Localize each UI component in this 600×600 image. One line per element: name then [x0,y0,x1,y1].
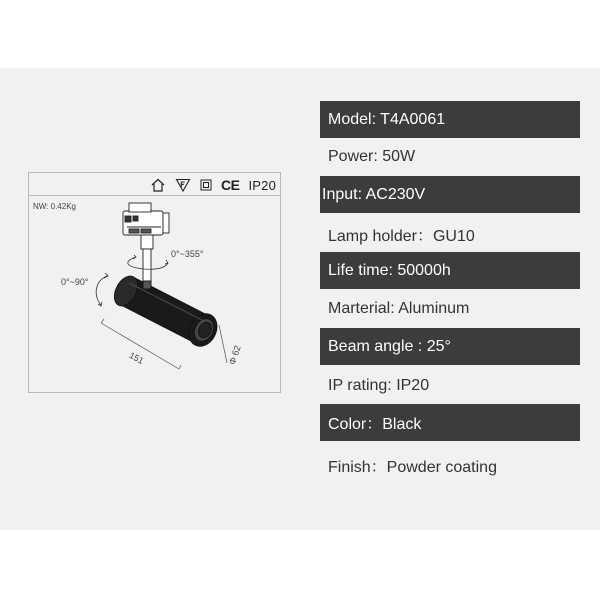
lamp-body [110,272,223,351]
spec-material: Marterial: Aluminum [328,300,470,317]
diameter-label: Φ 62 [227,344,243,366]
spec-power: Power: 50W [328,148,416,165]
tilt-arrow [96,273,108,306]
ip-rating-mark: IP20 [248,177,276,193]
ce-mark: CE [221,177,240,193]
length-label: 151 [127,350,146,366]
rotation-label: 0°~355° [171,249,204,259]
stem [141,235,153,283]
spec-life-time: Life time: 50000h [320,252,580,289]
spec-model: Model: T4A0061 [320,101,580,138]
spec-lamp-holder: Lamp holder：GU10 [328,227,475,245]
spec-ip-rating: IP rating: IP20 [328,377,430,394]
net-weight-label: NW: 0.42Kg [33,202,76,211]
tilt-label: 0°~90° [61,277,89,287]
spec-input: Input: AC230V [320,176,580,213]
track-adapter [123,203,169,235]
technical-drawing [28,172,281,393]
spec-color: Color：Black [320,404,580,441]
spec-beam-angle: Beam angle : 25° [320,328,580,365]
spec-finish: Finish：Powder coating [328,458,497,476]
